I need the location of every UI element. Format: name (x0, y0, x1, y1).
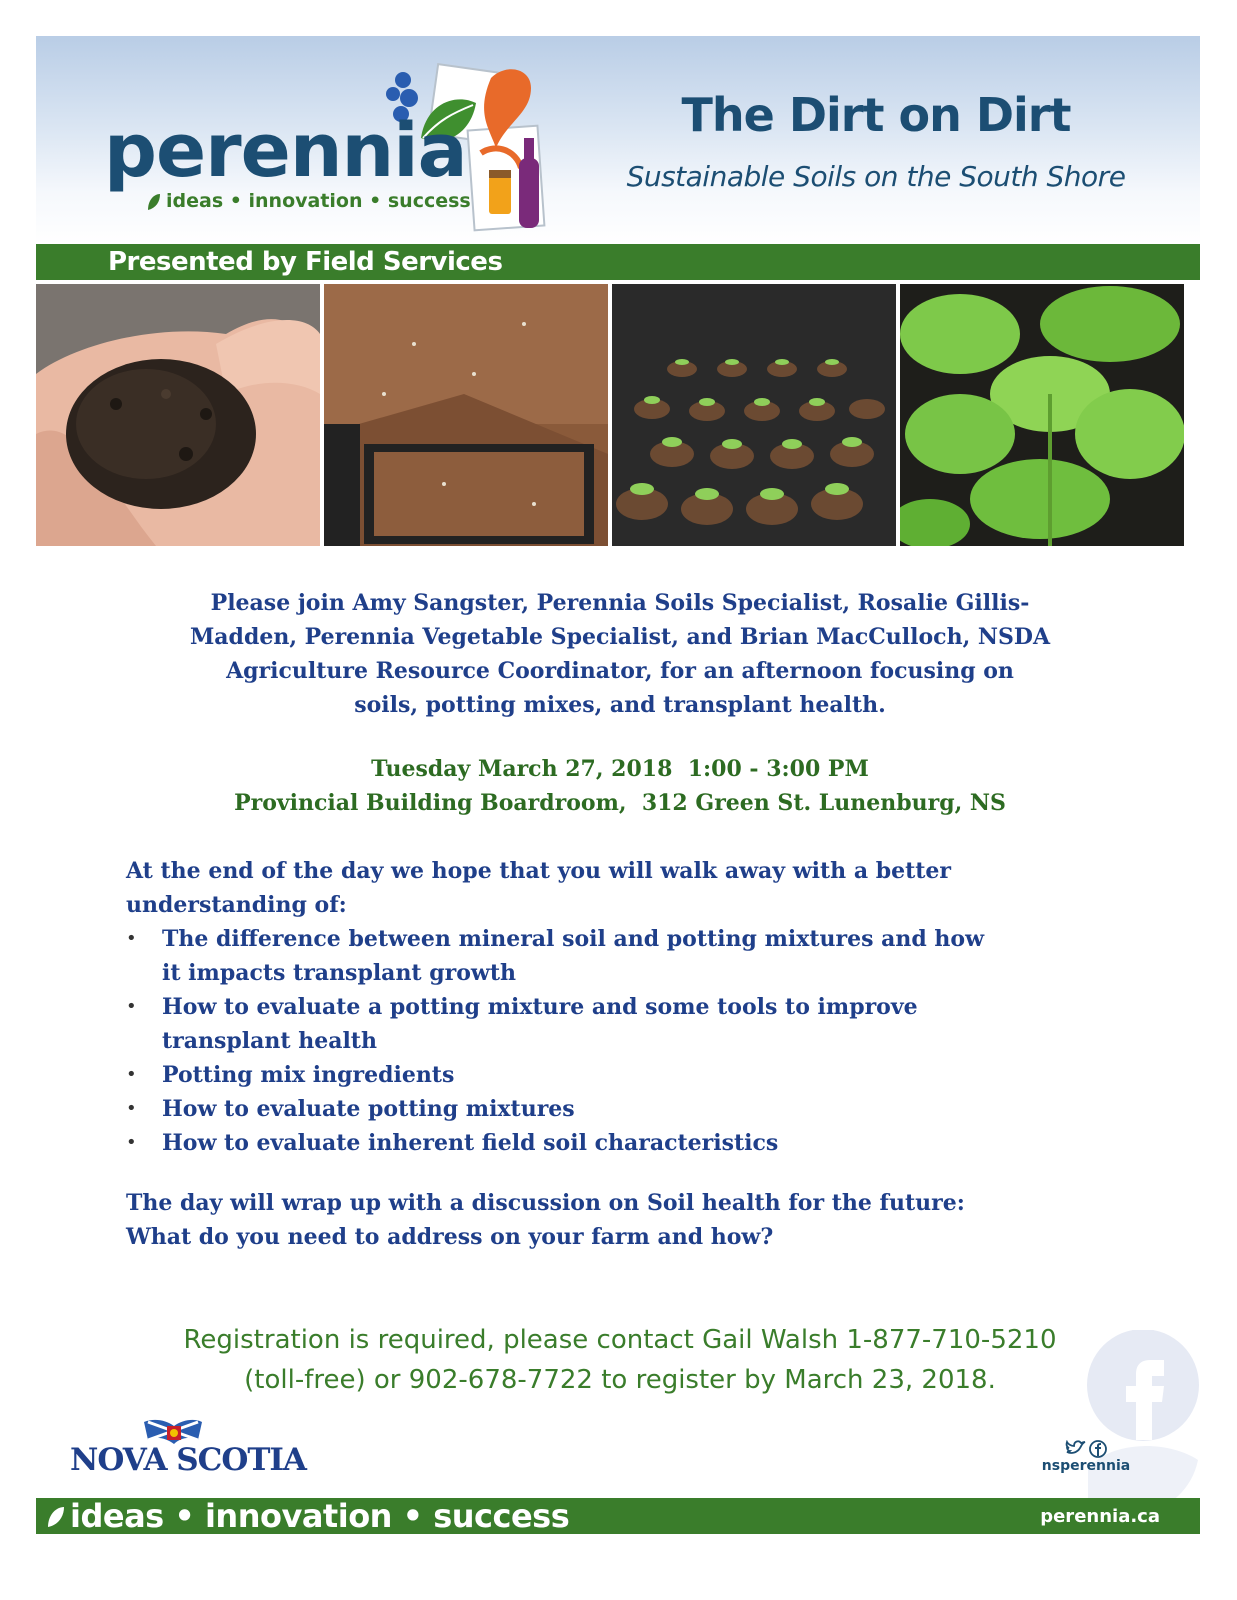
registration-line: Registration is required, please contact Gail Walsh 1-877-710-5210 (183, 1325, 1057, 1355)
registration-notice (110, 1320, 1130, 1400)
wrap-up-paragraph (126, 1186, 1126, 1254)
nova-scotia-logo: NOVA SCOTIA (70, 1442, 306, 1478)
footer-tagline: ideas • innovation • success (70, 1497, 570, 1535)
outcomes-heading (126, 854, 1126, 922)
seedling-plug-tray-photo (612, 284, 896, 546)
outcomes-heading-line: understanding of: (126, 892, 347, 918)
list-item-text: How to evaluate potting mixtures (162, 1096, 575, 1122)
basil-leaves-photo (900, 284, 1184, 546)
event-location: Provincial Building Boardroom, 312 Green St. Lunenburg, NS (234, 790, 1006, 816)
hand-holding-soil-photo (36, 284, 320, 546)
footer-band (36, 1498, 1200, 1534)
presenter-label: Presented by Field Services (108, 247, 503, 277)
bullet-icon: • (126, 1098, 137, 1119)
perennia-logo-wordmark: perennia (104, 108, 467, 194)
event-date-time: Tuesday March 27, 2018 1:00 - 3:00 PM (371, 756, 869, 782)
photo-strip (36, 284, 1200, 546)
wrap-up-line: The day will wrap up with a discussion on Soil health for the future: (126, 1190, 965, 1216)
potting-soil-trays-photo (324, 284, 608, 546)
perennia-logo-tagline: ideas • innovation • success (166, 190, 471, 212)
list-item (126, 1126, 1136, 1160)
facebook-icon[interactable] (1089, 1440, 1107, 1458)
list-item (126, 990, 1136, 1058)
list-item-text: How to evaluate a potting mixture and some tools to improve (162, 994, 918, 1020)
list-item-text: The difference between mineral soil and potting mixtures and how (162, 926, 985, 952)
event-details (110, 752, 1130, 820)
intro-line: Please join Amy Sangster, Perennia Soils Specialist, Rosalie Gillis- (210, 590, 1030, 616)
list-item (126, 1092, 1136, 1126)
website-link[interactable]: perennia.ca (1040, 1506, 1160, 1527)
leaf-icon (146, 192, 162, 212)
event-subtitle: Sustainable Soils on the South Shore (626, 160, 1126, 193)
bullet-icon: • (126, 1132, 137, 1153)
registration-line: (toll-free) or 902-678-7722 to register by March 23, 2018. (244, 1365, 996, 1395)
social-links (1036, 1440, 1136, 1474)
presenter-band (36, 244, 1200, 280)
list-item-text: transplant health (162, 1028, 377, 1054)
outcomes-heading-line: At the end of the day we hope that you will walk away with a better (126, 858, 952, 884)
list-item (126, 1058, 1136, 1092)
bullet-icon: • (126, 1064, 137, 1085)
social-handle[interactable]: nsperennia (1041, 1458, 1131, 1474)
intro-line: Madden, Perennia Vegetable Specialist, and Brian MacCulloch, NSDA (189, 624, 1051, 650)
header-banner (36, 36, 1200, 244)
list-item (126, 922, 1136, 990)
event-title: The Dirt on Dirt (681, 88, 1071, 142)
intro-paragraph (110, 586, 1130, 722)
list-item-text: Potting mix ingredients (162, 1062, 455, 1088)
outcomes-list (126, 922, 1136, 1160)
wrap-up-line: What do you need to address on your farm and how? (126, 1224, 774, 1250)
twitter-icon[interactable] (1065, 1440, 1087, 1458)
list-item-text: it impacts transplant growth (162, 960, 516, 986)
leaf-icon (46, 1505, 66, 1529)
list-item-text: How to evaluate inherent field soil characteristics (162, 1130, 779, 1156)
intro-line: Agriculture Resource Coordinator, for an afternoon focusing on (226, 658, 1014, 684)
bullet-icon: • (126, 996, 137, 1017)
bullet-icon: • (126, 928, 137, 949)
intro-line: soils, potting mixes, and transplant health. (354, 692, 886, 718)
